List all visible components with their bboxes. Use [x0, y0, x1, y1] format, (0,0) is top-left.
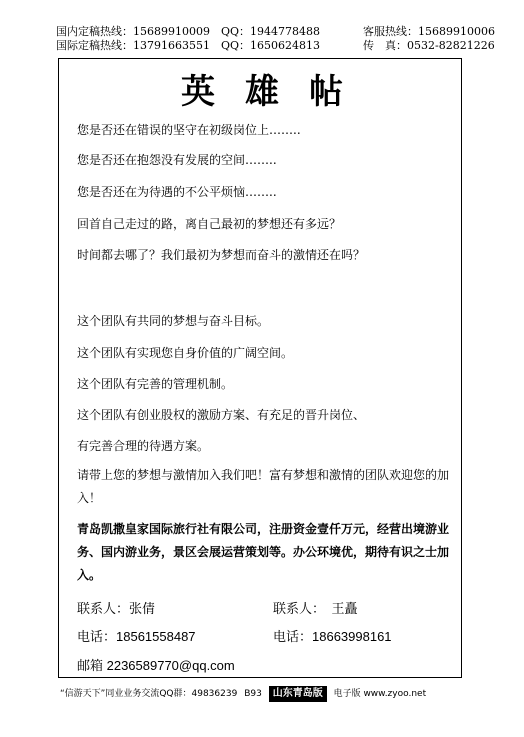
footer-website: 电子版 www.zyoo.net	[333, 689, 427, 699]
service-hotline: 客服热线：15689910006	[363, 25, 495, 38]
question-1: 您是否还在错误的坚守在初级岗位上……..	[77, 123, 301, 137]
contact-person-left: 联系人：张倩	[77, 601, 156, 616]
invitation: 请带上您的梦想与激情加入我们吧！富有梦想和激情的团队欢迎您的加入！	[77, 468, 450, 505]
footer	[60, 686, 426, 702]
footer-qq-group: “信游天下”同业业务交流QQ群：49836239	[60, 689, 238, 699]
company-intro: 青岛凯撒皇家国际旅行社有限公司，注册资金壹仟万元，经营出境游业务、国内游业务，景区会展运营策划等。办公环境优，期待有识之士加入。	[77, 522, 450, 582]
question-3: 您是否还在为待遇的不公平烦恼……..	[77, 185, 277, 199]
qq-2: QQ：1650624813	[221, 39, 321, 52]
email: 邮箱 2236589770@qq.com	[77, 658, 235, 673]
contact-person-right: 联系人： 王矗	[273, 601, 358, 616]
team-line-4: 这个团队有创业股权的激励方案、有充足的晋升岗位、	[77, 408, 366, 422]
question-2: 您是否还在抱怨没有发展的空间……..	[77, 153, 277, 167]
fax: 传 真：0532-82821226	[363, 39, 495, 52]
question-5: 时间都去哪了？我们最初为梦想而奋斗的激情还在吗？	[77, 248, 366, 262]
team-line-5: 有完善合理的待遇方案。	[77, 439, 210, 453]
phone-right: 电话：18663998161	[273, 629, 392, 644]
question-4: 回首自己走过的路，离自己最初的梦想还有多远？	[77, 217, 342, 231]
page-number: B93	[244, 689, 262, 699]
international-hotline: 国际定稿热线：13791663551	[56, 39, 210, 52]
page-title: 英雄帖	[181, 72, 373, 112]
phone-left: 电话：18561558487	[77, 629, 196, 644]
team-line-2: 这个团队有实现您自身价值的广阔空间。	[77, 346, 294, 360]
qq-1: QQ：1944778488	[221, 25, 321, 38]
team-line-3: 这个团队有完善的管理机制。	[77, 377, 234, 391]
team-line-1: 这个团队有共同的梦想与奋斗目标。	[77, 314, 270, 328]
edition-badge: 山东青岛版	[269, 686, 327, 702]
domestic-hotline: 国内定稿热线：15689910009	[56, 25, 210, 38]
